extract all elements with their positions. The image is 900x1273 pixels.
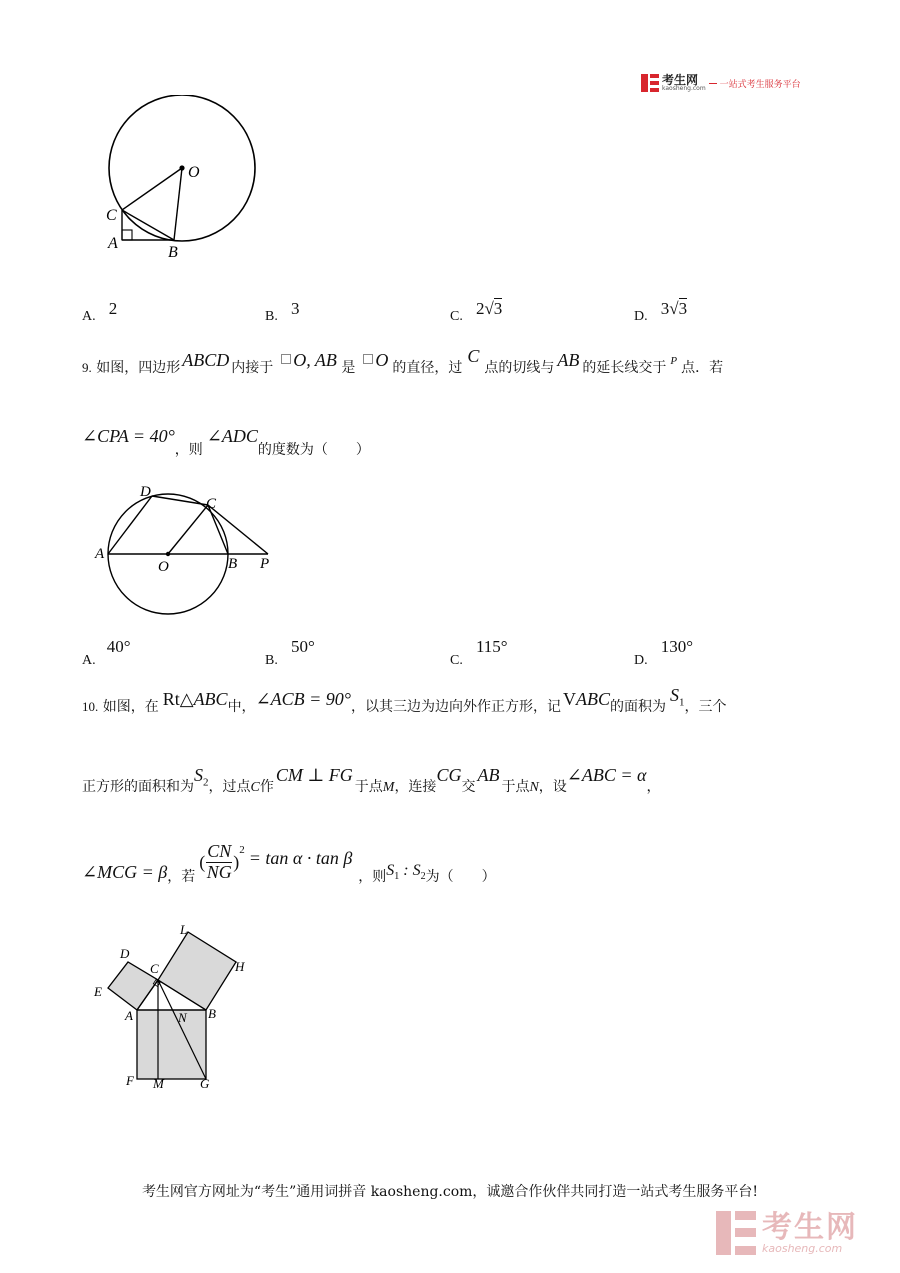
option-label: B. [265,653,278,668]
q9-math-o: O [375,350,389,370]
fraction-numerator: CN [207,841,232,861]
option-label: B. [265,309,278,324]
q8-label-a: A [108,235,118,252]
s-symbol: S [386,862,395,880]
option-value: 115° [475,637,508,656]
q10-math-angle-acb: ∠ACB = 90° [255,689,351,709]
option-label: C. [450,653,463,668]
q10-number: 10. [82,699,99,714]
q9-math-angle-adc: ∠ADC [206,426,258,446]
option-value: 2 [108,299,118,318]
q10-fraction [206,842,232,883]
triangle-symbol: △ [179,689,194,709]
q10-text: ，以其三边为边向外作正方形，记 [351,699,561,715]
q10-line-2 [82,765,661,795]
q10-label-a: A [125,1008,133,1023]
q8-option-b[interactable] [265,299,300,325]
q10-label-n: N [178,1010,187,1025]
q10-math-ratio [386,862,425,882]
q9-line-2 [82,424,370,458]
q10-label-e: E [94,984,102,999]
s-subscript: 2 [203,776,209,789]
q9-label-p: P [260,556,270,572]
q9-option-a[interactable] [82,637,131,668]
q9-text: 点的切线与 [484,360,555,376]
option-value: 130° [660,637,694,656]
q10-text: 如图，在 [102,699,159,715]
watermark [716,1208,886,1258]
q10-text: ，三个 [684,699,727,715]
q10-label-g: G [200,1076,210,1091]
q10-text: 正方形的面积和为 [82,779,194,795]
q10-math-rt: Rt [162,689,180,709]
watermark-domain: kaosheng.com [762,1241,843,1255]
s-symbol: S [670,685,679,705]
q10-math-s1 [670,685,685,709]
q9-line-1 [82,346,724,377]
q9-math-p: P [670,355,678,367]
q10-math-s2 [194,765,209,789]
q9-text: 的直径，过 [392,360,463,376]
q10-text: ，设 [538,779,567,795]
q10-math-ab: AB [477,765,500,785]
q9-label-o: O [158,559,169,575]
q10-label-b: B [208,1006,216,1021]
q9-text: 是 [341,360,356,376]
q9-text: 点．若 [681,360,724,376]
paren-right: ) [233,851,240,872]
q9-math-ab: AB [557,350,580,370]
q9-label-c: C [206,496,217,512]
q10-square-ab [137,1010,206,1079]
q10-text: 于点 [501,779,530,795]
option-label: A. [82,653,96,668]
q10-math-angle-mcg: ∠MCG = β [82,861,168,882]
q10-label-c: C [150,961,159,976]
q10-math-m: M [382,780,395,795]
q9-math-c: C [467,346,480,366]
q10-text: 作 [259,779,274,795]
q9-label-b: B [228,556,238,572]
q8-option-d[interactable] [634,299,688,325]
s-subscript: 1 [679,696,685,709]
option-label: D. [634,653,648,668]
option-coef: 2 [475,299,485,318]
footer-text: 考生网官方网址为“考生”通用词拼音 kaosheng.com，诚邀合作伙伴共同打造一站式考生服务平台! [141,1184,759,1200]
option-value: 3 [290,299,300,318]
q10-math-angle-abc: ∠ABC = α [566,765,647,785]
q9-option-d[interactable] [634,637,694,668]
watermark-text: 考生网 [762,1209,858,1245]
q10-math-abc2: ABC [576,689,610,709]
q10-math-v: V [563,689,576,709]
q9-label-d: D [140,484,151,500]
q9-label-a: A [95,546,105,562]
q8-label-c: C [106,207,117,224]
option-coef: 3 [660,299,670,318]
q9-text: 的延长线交于 [582,360,667,376]
q10-math-rhs: = tan α · tan β [248,847,353,868]
q10-text: ， [646,779,661,795]
q10-text: 为（ ） [425,869,496,886]
q9-math-abcd: ABCD [182,350,230,370]
circle-symbol [281,354,291,364]
q9-text: 如图，四边形 [96,360,181,376]
q10-label-d: D [120,946,130,961]
q9-math-angle-cpa: ∠CPA = 40° [82,426,175,446]
q10-text: ，若 [167,869,196,886]
q10-label-m: M [153,1076,164,1091]
q10-text: ，连接 [394,779,437,795]
q10-text: 的面积为 [610,699,666,715]
q10-figure [90,920,260,1095]
q10-square-bc [158,932,236,1010]
q9-text: 内接于 [231,360,274,376]
paren-left: ( [199,851,206,872]
fraction-denominator: NG [206,861,232,882]
option-label: C. [450,309,463,324]
q10-label-h: H [235,959,245,974]
q10-line-3 [82,841,496,886]
q8-label-b: B [168,244,178,261]
option-label: D. [634,309,648,324]
option-value: 50° [290,637,315,656]
q8-option-c[interactable] [450,299,503,325]
q9-text: 的度数为（ ） [257,442,370,458]
q10-text: 中， [227,699,256,715]
circle-symbol [363,354,373,364]
sqrt-symbol: √ [669,299,679,318]
option-label: A. [82,309,96,324]
header-slogan: 一站式考生服务平台 [719,79,801,90]
exponent: 2 [239,844,245,857]
q10-math-cm-fg: CM ⊥ FG [275,765,353,785]
q10-math-abc: ABC [193,689,228,709]
q10-line-1 [82,685,727,719]
q9-option-c[interactable] [450,637,508,668]
q10-math-n: N [529,780,539,795]
q8-label-o: O [188,164,200,181]
q10-text: 交 [461,779,476,795]
logo-domain: kaosheng.com [662,85,706,92]
ratio-separator: : S [399,862,421,880]
q10-text: ，过点 [208,779,251,795]
sqrt-symbol: √ [484,299,494,318]
q10-text: 于点 [354,779,383,795]
q9-text: ，则 [174,442,203,458]
q10-text: ，则 [358,869,387,886]
q10-math-c: C [250,780,260,795]
q9-option-b[interactable] [265,637,315,668]
q10-label-l: L [180,922,188,937]
q10-label-f: F [126,1073,134,1088]
watermark-logo-icon [716,1211,756,1255]
s-subscript: 2 [420,871,426,883]
s-symbol: S [194,765,203,785]
header-logo [641,72,811,94]
q8-option-a[interactable] [82,299,118,325]
logo-icon [641,74,659,92]
q8-figure [100,95,260,270]
q10-math-cg: CG [436,765,462,785]
option-radicand: 3 [493,299,503,318]
q9-math-o-ab: O, AB [293,350,337,370]
q9-number: 9. [82,360,92,375]
s-subscript: 1 [394,871,400,883]
option-value: 40° [106,637,131,656]
option-radicand: 3 [678,299,688,318]
logo-divider [709,83,717,84]
logo-text: 考生网 [662,73,699,87]
q9-figure [90,478,290,618]
